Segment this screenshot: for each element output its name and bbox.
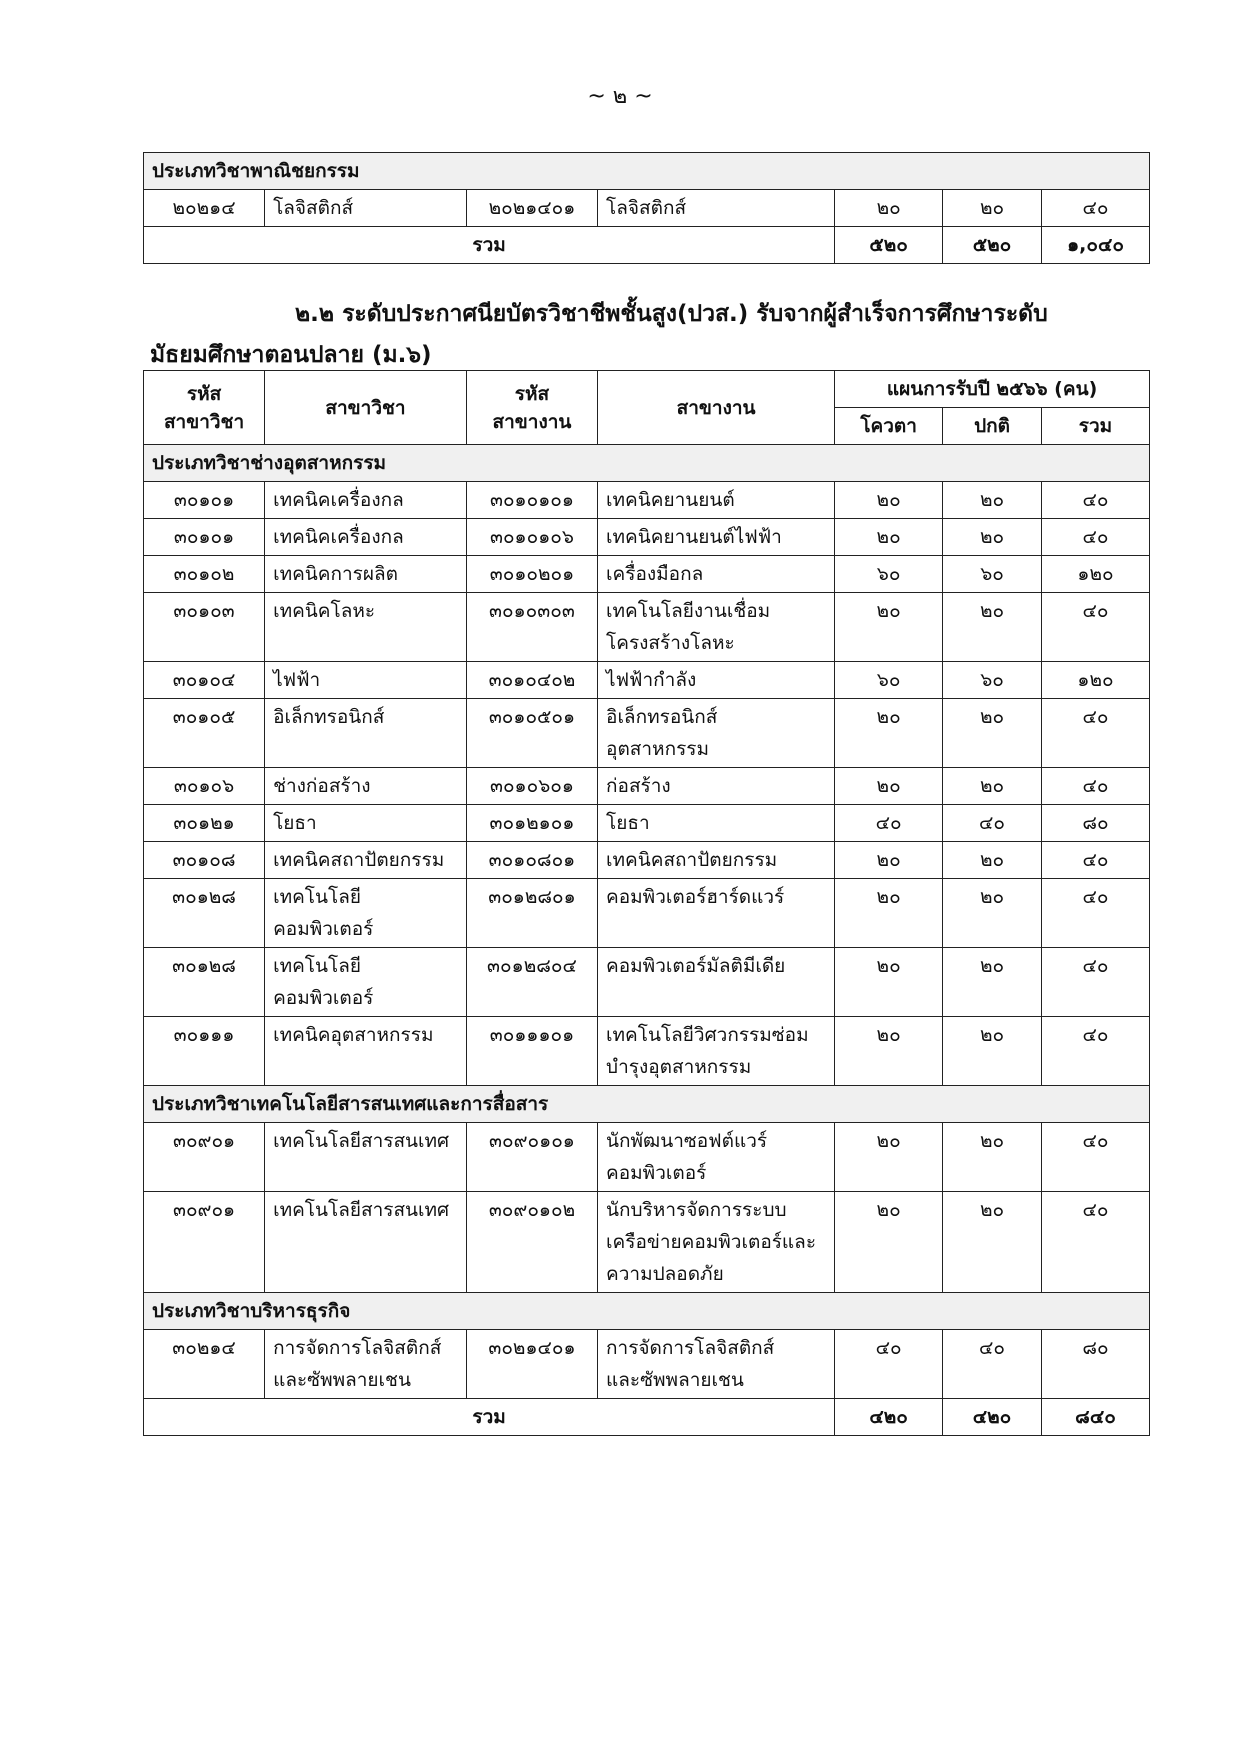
sum-cell: ๔๐: [1041, 768, 1149, 805]
table-row: [144, 1330, 1150, 1399]
page-number: ~ ๒ ~: [587, 84, 653, 109]
field-cell: โลจิสติกส์: [598, 190, 835, 227]
table-row: [144, 1123, 1150, 1192]
code-major-cell: ๓๐๑๐๒: [144, 556, 265, 593]
section-heading-cont: มัธยมศึกษาตอนปลาย (ม.๖): [150, 342, 432, 368]
major-cell: เทคโนโลยีคอมพิวเตอร์: [265, 948, 467, 1017]
major-cell: เทคนิคเครื่องกล: [265, 519, 467, 556]
major-cell: เทคนิคโลหะ: [265, 593, 467, 662]
major-cell: เทคนิคสถาปัตยกรรม: [265, 842, 467, 879]
category-label: ประเภทวิชาบริหารธุรกิจ: [144, 1293, 1150, 1330]
code-field-cell: ๓๐๑๒๑๐๑: [466, 805, 597, 842]
normal-cell: ๒๐: [943, 842, 1042, 879]
quota-cell: ๒๐: [835, 190, 943, 227]
field-cell: ไฟฟ้ากำลัง: [598, 662, 835, 699]
sum-cell: ๔๐: [1041, 699, 1149, 768]
sum-cell: ๔๐: [1041, 1017, 1149, 1086]
header-field: สาขางาน: [598, 371, 835, 445]
header-plan: แผนการรับปี ๒๕๖๖ (คน): [835, 371, 1150, 408]
sum-cell: ๑๒๐: [1041, 662, 1149, 699]
code-field-cell: ๓๐๑๐๑๐๖: [466, 519, 597, 556]
quota-cell: ๒๐: [835, 482, 943, 519]
table-row: [144, 842, 1150, 879]
table-commerce: [143, 152, 1150, 264]
table-row: [144, 768, 1150, 805]
major-cell: ช่างก่อสร้าง: [265, 768, 467, 805]
sum-cell: ๘๐: [1041, 805, 1149, 842]
normal-cell: ๒๐: [943, 699, 1042, 768]
header-sum: รวม: [1041, 408, 1149, 445]
code-major-cell: ๓๐๑๒๑: [144, 805, 265, 842]
field-cell: เครื่องมือกล: [598, 556, 835, 593]
major-cell: เทคนิคการผลิต: [265, 556, 467, 593]
code-field-cell: ๓๐๑๐๓๐๓: [466, 593, 597, 662]
code-major-cell: ๓๐๑๑๑: [144, 1017, 265, 1086]
field-cell: นักบริหารจัดการระบบ เครือข่ายคอมพิวเตอร์และ ความปลอดภัย: [598, 1192, 835, 1293]
category-row: [144, 153, 1150, 190]
code-field-cell: ๓๐๑๒๘๐๑: [466, 879, 597, 948]
table-admission-plan: [143, 370, 1150, 1436]
sum-cell: ๔๐: [1041, 842, 1149, 879]
normal-cell: ๔๐: [943, 805, 1042, 842]
code-field-cell: ๓๐๙๐๑๐๑: [466, 1123, 597, 1192]
quota-cell: ๒๐: [835, 699, 943, 768]
category-row: [144, 445, 1150, 482]
category-row: [144, 1086, 1150, 1123]
quota-cell: ๒๐: [835, 1192, 943, 1293]
total-quota: ๕๒๐: [835, 227, 943, 264]
major-cell: เทคโนโลยีสารสนเทศ: [265, 1192, 467, 1293]
normal-cell: ๖๐: [943, 662, 1042, 699]
code-field-cell: ๒๐๒๑๔๐๑: [466, 190, 597, 227]
quota-cell: ๒๐: [835, 1123, 943, 1192]
category-label: ประเภทวิชาเทคโนโลยีสารสนเทศและการสื่อสาร: [144, 1086, 1150, 1123]
quota-cell: ๖๐: [835, 556, 943, 593]
table-row: [144, 1017, 1150, 1086]
sum-cell: ๔๐: [1041, 482, 1149, 519]
normal-cell: ๒๐: [943, 1123, 1042, 1192]
code-major-cell: ๓๐๑๒๘: [144, 948, 265, 1017]
normal-cell: ๒๐: [943, 948, 1042, 1017]
field-cell: การจัดการโลจิสติกส์ และซัพพลายเชน: [598, 1330, 835, 1399]
code-major-cell: ๓๐๑๐๑: [144, 482, 265, 519]
total-sum: ๘๔๐: [1041, 1399, 1149, 1436]
normal-cell: ๔๐: [943, 1330, 1042, 1399]
total-normal: ๔๒๐: [943, 1399, 1042, 1436]
table-row: [144, 1192, 1150, 1293]
major-cell: การจัดการโลจิสติกส์ และซัพพลายเชน: [265, 1330, 467, 1399]
sum-cell: ๔๐: [1041, 593, 1149, 662]
total-label: รวม: [144, 227, 835, 264]
field-cell: เทคนิคยานยนต์: [598, 482, 835, 519]
code-major-cell: ๓๐๑๒๘: [144, 879, 265, 948]
code-field-cell: ๓๐๑๐๘๐๑: [466, 842, 597, 879]
table-row: [144, 699, 1150, 768]
code-field-cell: ๓๐๑๐๒๐๑: [466, 556, 597, 593]
code-major-cell: ๓๐๑๐๔: [144, 662, 265, 699]
category-label: ประเภทวิชาช่างอุตสาหกรรม: [144, 445, 1150, 482]
code-major-cell: ๓๐๑๐๓: [144, 593, 265, 662]
field-cell: เทคนิคยานยนต์ไฟฟ้า: [598, 519, 835, 556]
code-major-cell: ๓๐๙๐๑: [144, 1123, 265, 1192]
quota-cell: ๒๐: [835, 768, 943, 805]
normal-cell: ๒๐: [943, 768, 1042, 805]
category-row: [144, 1293, 1150, 1330]
table-row: [144, 662, 1150, 699]
major-cell: เทคนิคเครื่องกล: [265, 482, 467, 519]
code-major-cell: ๓๐๙๐๑: [144, 1192, 265, 1293]
total-row: [144, 1399, 1150, 1436]
normal-cell: ๒๐: [943, 593, 1042, 662]
table-row: [144, 519, 1150, 556]
table-body: [144, 445, 1150, 1399]
quota-cell: ๖๐: [835, 662, 943, 699]
quota-cell: ๒๐: [835, 593, 943, 662]
field-cell: คอมพิวเตอร์ฮาร์ดแวร์: [598, 879, 835, 948]
field-cell: ก่อสร้าง: [598, 768, 835, 805]
code-major-cell: ๓๐๒๑๔: [144, 1330, 265, 1399]
field-cell: โยธา: [598, 805, 835, 842]
code-field-cell: ๓๐๑๒๘๐๔: [466, 948, 597, 1017]
code-major-cell: ๓๐๑๐๕: [144, 699, 265, 768]
sum-cell: ๑๒๐: [1041, 556, 1149, 593]
header-normal: ปกติ: [943, 408, 1042, 445]
table-row: [144, 482, 1150, 519]
quota-cell: ๒๐: [835, 519, 943, 556]
field-cell: เทคโนโลยีวิศวกรรมซ่อม บำรุงอุตสาหกรรม: [598, 1017, 835, 1086]
code-field-cell: ๓๐๑๐๕๐๑: [466, 699, 597, 768]
total-label: รวม: [144, 1399, 835, 1436]
section-heading: ๒.๒ ระดับประกาศนียบัตรวิชาชีพชั้นสูง(ปวส.) รับจากผู้สำเร็จการศึกษาระดับ: [295, 301, 1048, 327]
major-cell: อิเล็กทรอนิกส์: [265, 699, 467, 768]
header-row: [144, 371, 1150, 408]
quota-cell: ๒๐: [835, 842, 943, 879]
code-major-cell: ๒๐๒๑๔: [144, 190, 265, 227]
sum-cell: ๔๐: [1041, 879, 1149, 948]
normal-cell: ๒๐: [943, 190, 1042, 227]
field-cell: เทคนิคสถาปัตยกรรม: [598, 842, 835, 879]
code-major-cell: ๓๐๑๐๘: [144, 842, 265, 879]
table-row: [144, 556, 1150, 593]
major-cell: โลจิสติกส์: [265, 190, 467, 227]
major-cell: เทคโนโลยีสารสนเทศ: [265, 1123, 467, 1192]
total-normal: ๕๒๐: [943, 227, 1042, 264]
code-field-cell: ๓๐๑๐๔๐๒: [466, 662, 597, 699]
quota-cell: ๔๐: [835, 805, 943, 842]
sum-cell: ๔๐: [1041, 948, 1149, 1017]
code-field-cell: ๓๐๙๐๑๐๒: [466, 1192, 597, 1293]
code-field-cell: ๓๐๑๐๑๐๑: [466, 482, 597, 519]
field-cell: อิเล็กทรอนิกส์ อุตสาหกรรม: [598, 699, 835, 768]
major-cell: ไฟฟ้า: [265, 662, 467, 699]
sum-cell: ๔๐: [1041, 1192, 1149, 1293]
table-row: [144, 948, 1150, 1017]
code-major-cell: ๓๐๑๐๑: [144, 519, 265, 556]
table-row: [144, 805, 1150, 842]
normal-cell: ๒๐: [943, 1192, 1042, 1293]
normal-cell: ๖๐: [943, 556, 1042, 593]
normal-cell: ๒๐: [943, 519, 1042, 556]
major-cell: เทคโนโลยีคอมพิวเตอร์: [265, 879, 467, 948]
major-cell: โยธา: [265, 805, 467, 842]
category-label: ประเภทวิชาพาณิชยกรรม: [144, 153, 1150, 190]
quota-cell: ๒๐: [835, 948, 943, 1017]
field-cell: นักพัฒนาซอฟต์แวร์ คอมพิวเตอร์: [598, 1123, 835, 1192]
normal-cell: ๒๐: [943, 482, 1042, 519]
total-row: [144, 227, 1150, 264]
quota-cell: ๒๐: [835, 879, 943, 948]
normal-cell: ๒๐: [943, 1017, 1042, 1086]
code-field-cell: ๓๐๒๑๔๐๑: [466, 1330, 597, 1399]
total-quota: ๔๒๐: [835, 1399, 943, 1436]
sum-cell: ๘๐: [1041, 1330, 1149, 1399]
code-major-cell: ๓๐๑๐๖: [144, 768, 265, 805]
sum-cell: ๔๐: [1041, 190, 1149, 227]
header-major: สาขาวิชา: [265, 371, 467, 445]
quota-cell: ๒๐: [835, 1017, 943, 1086]
normal-cell: ๒๐: [943, 879, 1042, 948]
header-code-field: รหัส สาขางาน: [466, 371, 597, 445]
table-row: [144, 879, 1150, 948]
code-field-cell: ๓๐๑๐๖๐๑: [466, 768, 597, 805]
table-row: [144, 593, 1150, 662]
table-row: [144, 190, 1150, 227]
header-quota: โควตา: [835, 408, 943, 445]
field-cell: เทคโนโลยีงานเชื่อม โครงสร้างโลหะ: [598, 593, 835, 662]
total-sum: ๑,๐๔๐: [1041, 227, 1149, 264]
field-cell: คอมพิวเตอร์มัลติมีเดีย: [598, 948, 835, 1017]
sum-cell: ๔๐: [1041, 1123, 1149, 1192]
header-code-major: รหัส สาขาวิชา: [144, 371, 265, 445]
sum-cell: ๔๐: [1041, 519, 1149, 556]
major-cell: เทคนิคอุตสาหกรรม: [265, 1017, 467, 1086]
code-field-cell: ๓๐๑๑๑๐๑: [466, 1017, 597, 1086]
quota-cell: ๔๐: [835, 1330, 943, 1399]
